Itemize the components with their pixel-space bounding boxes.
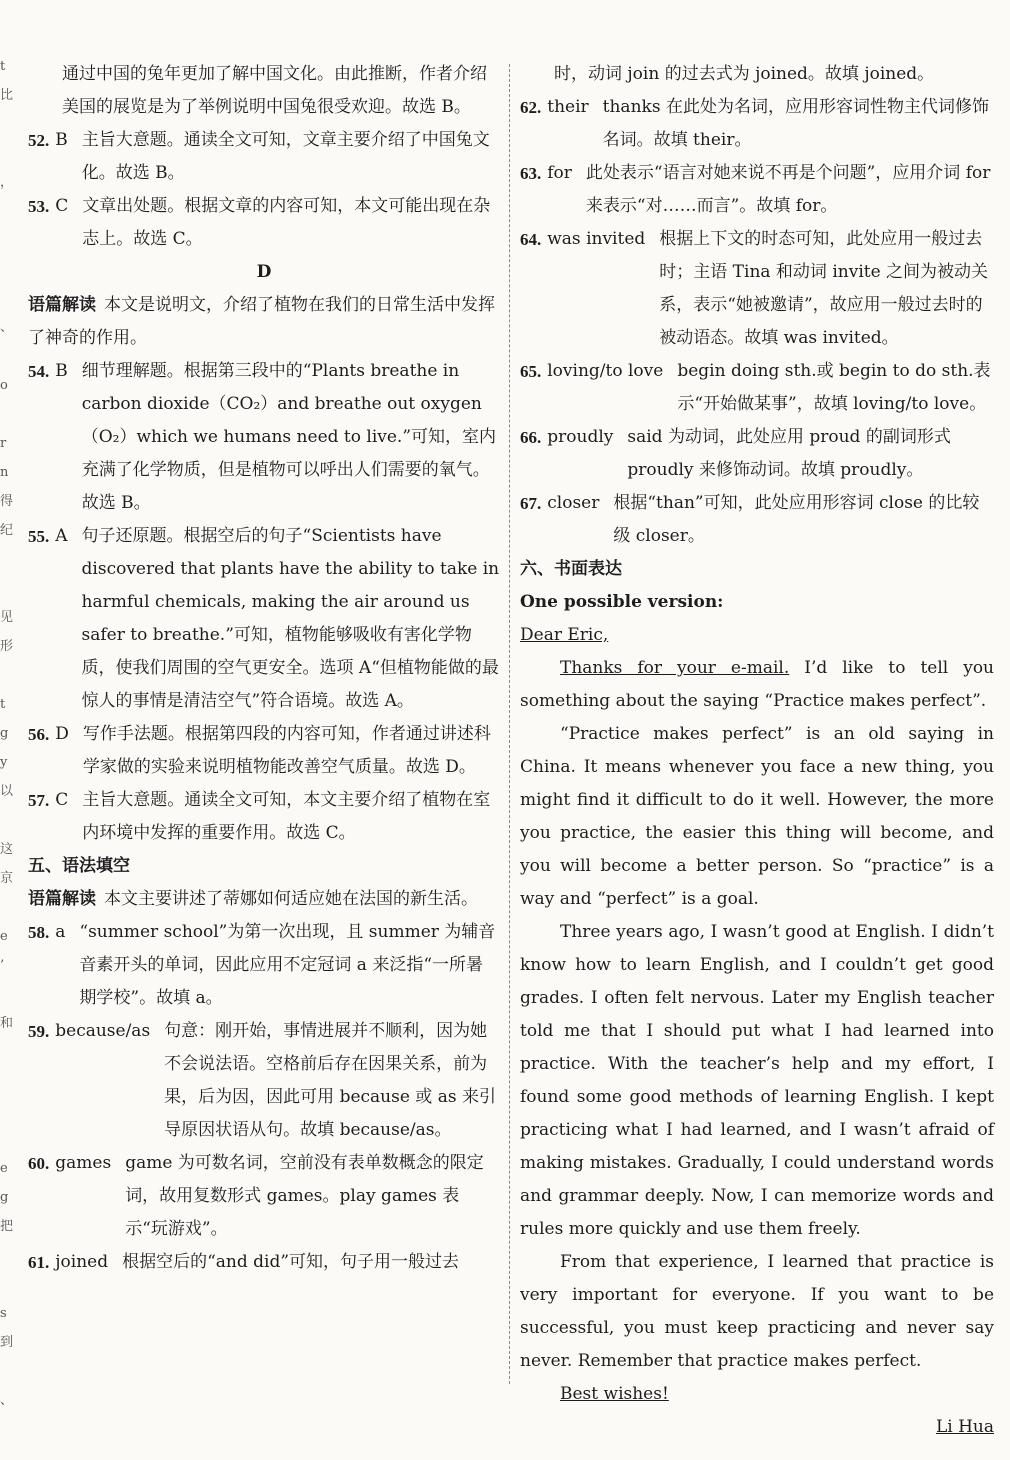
closing: Best wishes! [560, 1384, 669, 1404]
analysis-label: 语篇解读 [28, 295, 96, 315]
paragraph-text: I’d like to tell you something about the saying “Practice makes perfect”. [520, 658, 994, 711]
answer-explanation: 文章出处题。根据文章的内容可知，本文可能出现在杂志上。故选 C。 [82, 196, 491, 249]
margin-fragment: 把 [0, 1219, 14, 1234]
margin-fragment: ’ [0, 958, 5, 973]
question-number: 65. [520, 362, 542, 381]
margin-fragment: r [0, 436, 7, 451]
margin-fragment: o [0, 378, 8, 393]
answer-61 [28, 1246, 500, 1279]
left-column [28, 58, 500, 1279]
left-margin-fragments [0, 59, 14, 1408]
margin-fragment: e [0, 1161, 8, 1176]
answer-explanation: 主旨大意题。通读全文可知，文章主要介绍了中国兔文化。故选 B。 [81, 130, 490, 183]
answer-choice: B [55, 361, 68, 381]
question-number: 58. [28, 923, 50, 942]
answer-62 [520, 91, 994, 157]
analysis-text: 本文是说明文，介绍了植物在我们的日常生活中发挥了神奇的作用。 [28, 295, 495, 348]
answer-65 [520, 355, 994, 421]
version-label: One possible version: [520, 592, 724, 612]
salutation: Dear Eric, [520, 625, 609, 645]
answer-word: was invited [547, 229, 646, 249]
answer-52 [28, 124, 500, 190]
answer-choice: A [55, 526, 68, 546]
answer-explanation: 此处表示“语言对她来说不再是个问题”，应用介词 for 来表示“对……而言”。故填 for。 [585, 163, 991, 216]
margin-fragment: y [0, 755, 8, 770]
answer-64 [520, 223, 994, 355]
margin-fragment: 、 [0, 320, 14, 335]
question-number: 60. [28, 1154, 50, 1173]
answer-56 [28, 718, 500, 784]
column-divider [509, 64, 510, 1384]
answer-explanation: 根据上下文的时态可知，此处应用一般过去时；主语 Tina 和动词 invite 之间为被动关系，表示“她被邀请”，故应用一般过去时的被动语态。故填 was invited。 [659, 229, 989, 348]
question-number: 66. [520, 428, 542, 447]
margin-fragment: 和 [0, 1016, 14, 1031]
answer-54 [28, 355, 500, 520]
answer-explanation: 主旨大意题。通读全文可知，本文主要介绍了植物在室内环境中发挥的重要作用。故选 C。 [82, 790, 491, 843]
question-number: 53. [28, 197, 50, 216]
margin-fragment: 纪 [0, 523, 14, 538]
answer-58 [28, 916, 500, 1015]
answer-word: closer [547, 493, 600, 513]
answer-explanation: said 为动词，此处应用 proud 的副词形式 proudly 来修饰动词。故填 proudly。 [627, 427, 951, 480]
answer-explanation: 根据“than”可知，此处应用形容词 close 的比较级 closer。 [613, 493, 980, 546]
signature [520, 1411, 994, 1444]
answer-67 [520, 487, 994, 553]
answer-55 [28, 520, 500, 718]
margin-fragment: g [0, 726, 9, 741]
margin-fragment: s [0, 1306, 7, 1321]
margin-fragment: g [0, 1190, 9, 1205]
margin-fragment: n [0, 465, 9, 480]
essay-paragraph: From that experience, I learned that practice is very important for everyone. If you want to be successful, you must keep practicing and never say never. Remember that practice makes perfect. [520, 1252, 994, 1371]
margin-fragment: 到 [0, 1335, 14, 1350]
passage-heading-d: D [256, 262, 272, 282]
right-column [520, 58, 994, 1444]
answer-60 [28, 1147, 500, 1246]
essay-paragraph [520, 652, 994, 718]
margin-fragment: t [0, 697, 6, 712]
answer-word: their [547, 97, 589, 117]
question-number: 55. [28, 527, 50, 546]
question-number: 54. [28, 362, 50, 381]
margin-fragment: ， [0, 175, 14, 190]
answer-59 [28, 1015, 500, 1147]
question-number: 57. [28, 791, 50, 810]
answer-explanation: 根据空后的“and did”可知，句子用一般过去 [122, 1252, 460, 1272]
signature-name: Li Hua [935, 1417, 994, 1437]
answer-choice: C [55, 196, 69, 216]
analysis-label: 语篇解读 [28, 889, 96, 909]
passage-analysis [28, 289, 500, 355]
margin-fragment: 比 [0, 88, 14, 103]
answer-explanation: thanks 在此处为名词，应用形容词性物主代词修饰名词。故填 their。 [602, 97, 989, 150]
answer-word: loving/to love [547, 361, 664, 381]
margin-fragment: 以 [0, 784, 14, 799]
answer-choice: D [55, 724, 69, 744]
answer-choice: joined [55, 1252, 109, 1272]
answer-word: for [547, 163, 572, 183]
answer-explanation: 写作手法题。根据第四段的内容可知，作者通过讲述科学家做的实验来说明植物能改善空气质量。故选 D。 [82, 724, 491, 777]
opening-phrase: Thanks for your e-mail. [560, 658, 790, 678]
margin-fragment: 、 [0, 1393, 14, 1408]
question-number: 56. [28, 725, 50, 744]
question-number: 52. [28, 131, 50, 150]
answer-continuation: 时，动词 join 的过去式为 joined。故填 joined。 [554, 64, 935, 84]
answer-choice: because/as [55, 1021, 151, 1041]
answer-53 [28, 190, 500, 256]
sample-essay [520, 619, 994, 1411]
answer-63 [520, 157, 994, 223]
question-number: 61. [28, 1253, 50, 1272]
answer-explanation: “summer school”为第一次出现，且 summer 为辅音音素开头的单词，因此应用不定冠词 a 来泛指“一所暑期学校”。故填 a。 [79, 922, 496, 1008]
answer-explanation: game 为可数名词，空前没有表单数概念的限定词，故用复数形式 games。play games 表示“玩游戏”。 [125, 1153, 484, 1239]
answer-explanation: begin doing sth.或 begin to do sth.表示“开始做某事”，故填 loving/to love。 [677, 361, 991, 414]
question-number: 62. [520, 98, 542, 117]
question-number: 63. [520, 164, 542, 183]
answer-choice: a [55, 922, 66, 942]
margin-fragment: t [0, 59, 6, 74]
answer-explanation: 句子还原题。根据空后的句子“Scientists have discovered that plants have the ability to take in harmful chemicals, making the air around us safer to breathe.”可知，植物能够吸收有害化学物质，使我们周围的空气更安全。选项 A“但植物能做的最惊人的事情是清洁空气”符合语境。故选 A。 [81, 526, 500, 711]
essay-paragraph: Three years ago, I wasn’t good at English. I didn’t know how to learn English, and I couldn’t get good grades. I often felt nervous. Later my English teacher told me that I should put what I had learned into practice. With the teacher’s help and my effort, I found some good methods of learning English. I kept practicing what I had learned, and I wasn’t afraid of making mistakes. Gradually, I could understand words and grammar deeply. Now, I can memorize words and rules more quickly and use them freely. [520, 922, 994, 1239]
analysis-text: 本文主要讲述了蒂娜如何适应她在法国的新生活。 [104, 889, 478, 909]
passage-analysis [28, 883, 500, 916]
question-number: 64. [520, 230, 542, 249]
margin-fragment: e [0, 929, 8, 944]
answer-explanation: 句意：刚开始，事情进展并不顺利，因为她不会说法语。空格前后存在因果关系，前为果，后为因，因此可用 because 或 as 来引导原因状语从句。故填 because/as。 [164, 1021, 496, 1140]
margin-fragment: 见 [0, 610, 14, 625]
question-number: 67. [520, 494, 542, 513]
answer-word: proudly [547, 427, 614, 447]
answer-57 [28, 784, 500, 850]
section-heading-writing: 六、书面表达 [520, 559, 622, 579]
margin-fragment: 京 [0, 871, 14, 886]
answer-continuation: 通过中国的兔年更加了解中国文化。由此推断，作者介绍美国的展览是为了举例说明中国兔很受欢迎。故选 B。 [62, 64, 487, 117]
answer-choice: C [55, 790, 69, 810]
answer-explanation: 细节理解题。根据第三段中的“Plants breathe in carbon dioxide（CO₂）and breathe out oxygen（O₂）which we humans need to live.”可知，室内充满了化学物质，但是植物可以呼出人们需要的氧气。故选 B。 [81, 361, 497, 513]
margin-fragment: 得 [0, 494, 14, 509]
essay-paragraph: “Practice makes perfect” is an old saying in China. It means whenever you face a new thing, you might find it difficult to do it well. However, the more you practice, the easier this thing will become, and you will become a better person. So “practice” is a way and “perfect” is a goal. [520, 724, 994, 909]
answer-66 [520, 421, 994, 487]
margin-fragment: 这 [0, 842, 14, 857]
question-number: 59. [28, 1022, 50, 1041]
section-heading-grammar: 五、语法填空 [28, 856, 130, 876]
answer-choice: games [55, 1153, 112, 1173]
margin-fragment: 形 [0, 639, 14, 654]
answer-choice: B [55, 130, 68, 150]
